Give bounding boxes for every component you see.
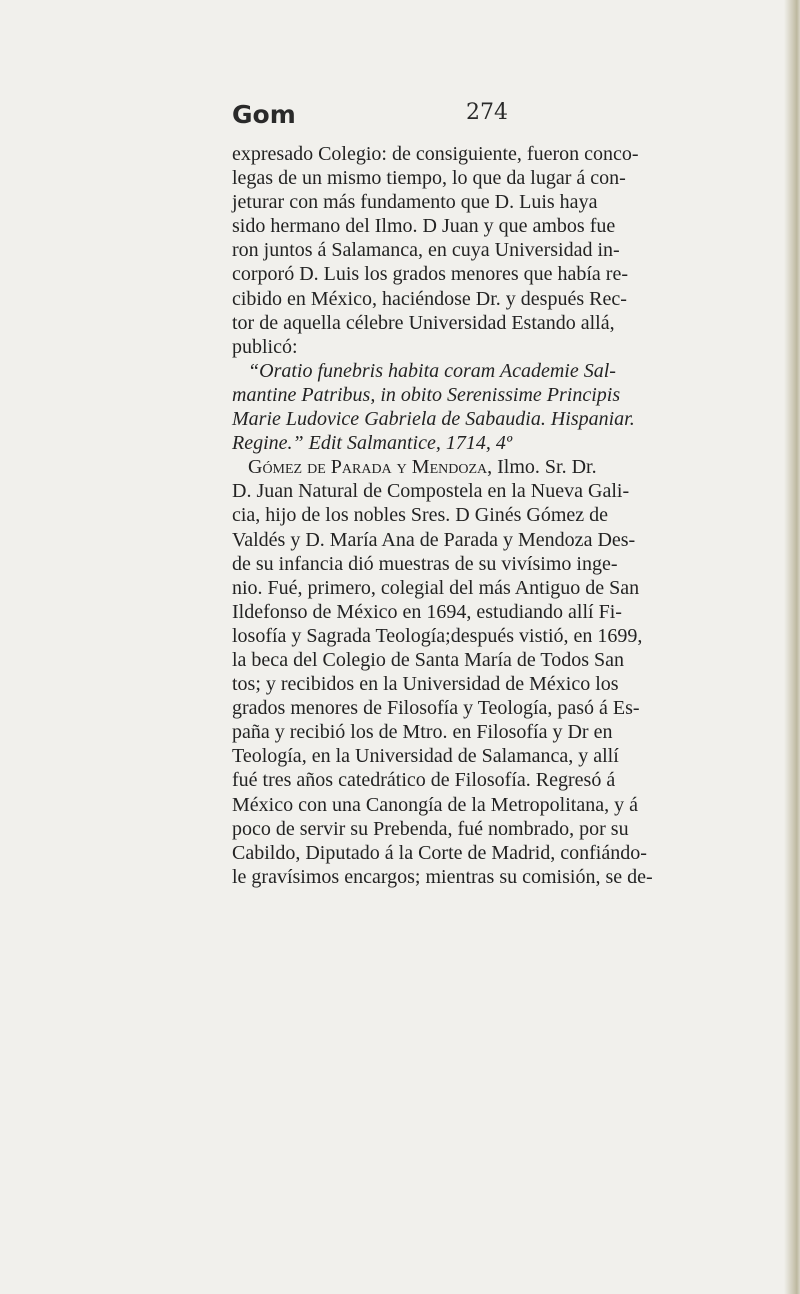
running-head-word: Gom [232,100,296,129]
citation-line: Regine.” Edit Salmantice, 1714, 4º [232,432,513,455]
text-line: Teología, en la Universidad de Salamanca, y allí [232,745,619,768]
citation-line: Marie Ludovice Gabriela de Sabaudia. Hispaniar. [232,408,635,431]
text-line: losofía y Sagrada Teología;después vistió, en 1699, [232,624,643,647]
text-line: grados menores de Filosofía y Teología, pasó á Es- [232,697,640,720]
entry-name: Gómez de Parada y Mendoza, [248,456,493,479]
text-line: le gravísimos encargos; mientras su comisión, se de- [232,865,653,888]
text-line: tor de aquella célebre Universidad Estando allá, [232,311,615,334]
text-line: poco de servir su Prebenda, fué nombrado, por su [232,817,629,840]
text-line: de su infancia dió muestras de su vivísimo inge- [232,552,618,575]
text-line: Cabildo, Diputado á la Corte de Madrid, confiándo- [232,841,647,864]
text-line: jeturar con más fundamento que D. Luis haya [232,191,598,214]
page-number: 274 [466,100,508,125]
text-line: la beca del Colegio de Santa María de Todos San [232,648,625,671]
text-line: Valdés y D. María Ana de Parada y Mendoza Des- [232,528,636,551]
text-line: Ildefonso de México en 1694, estudiando allí Fi- [232,600,622,623]
text-line: D. Juan Natural de Compostela en la Nueva Gali- [232,480,630,503]
text-line: cia, hijo de los nobles Sres. D Ginés Gómez de [232,504,609,527]
text-line: cibido en México, haciéndose Dr. y después Rec- [232,287,627,310]
text-line: fué tres años catedrático de Filosofía. Regresó á [232,769,616,792]
page-edge-shadow [784,0,800,1294]
citation-line: “Oratio funebris habita coram Academie Sal- [248,359,616,382]
text-line: publicó: [232,335,298,358]
text-line: ron juntos á Salamanca, en cuya Universidad in- [232,239,620,262]
text-line: corporó D. Luis los grados menores que había re- [232,263,628,286]
text-line: legas de un mismo tiempo, lo que da lugar á con- [232,167,626,190]
running-head [232,100,532,136]
text-line: tos; y recibidos en la Universidad de México los [232,673,619,696]
text-line: sido hermano del Ilmo. D Juan y que ambos fue [232,215,616,238]
text-line: expresado Colegio: de consiguiente, fueron conco- [232,143,639,165]
text-line: nio. Fué, primero, colegial del más Antiguo de San [232,576,640,599]
text-line: paña y recibió los de Mtro. en Filosofía y Dr en [232,721,613,744]
text-line: México con una Canongía de la Metropolitana, y á [232,793,638,816]
body-text [232,142,653,889]
citation-line: mantine Patribus, in obito Serenissime Principis [232,383,621,406]
entry-heading-line [232,455,597,479]
entry-title: Ilmo. Sr. Dr. [497,456,597,479]
